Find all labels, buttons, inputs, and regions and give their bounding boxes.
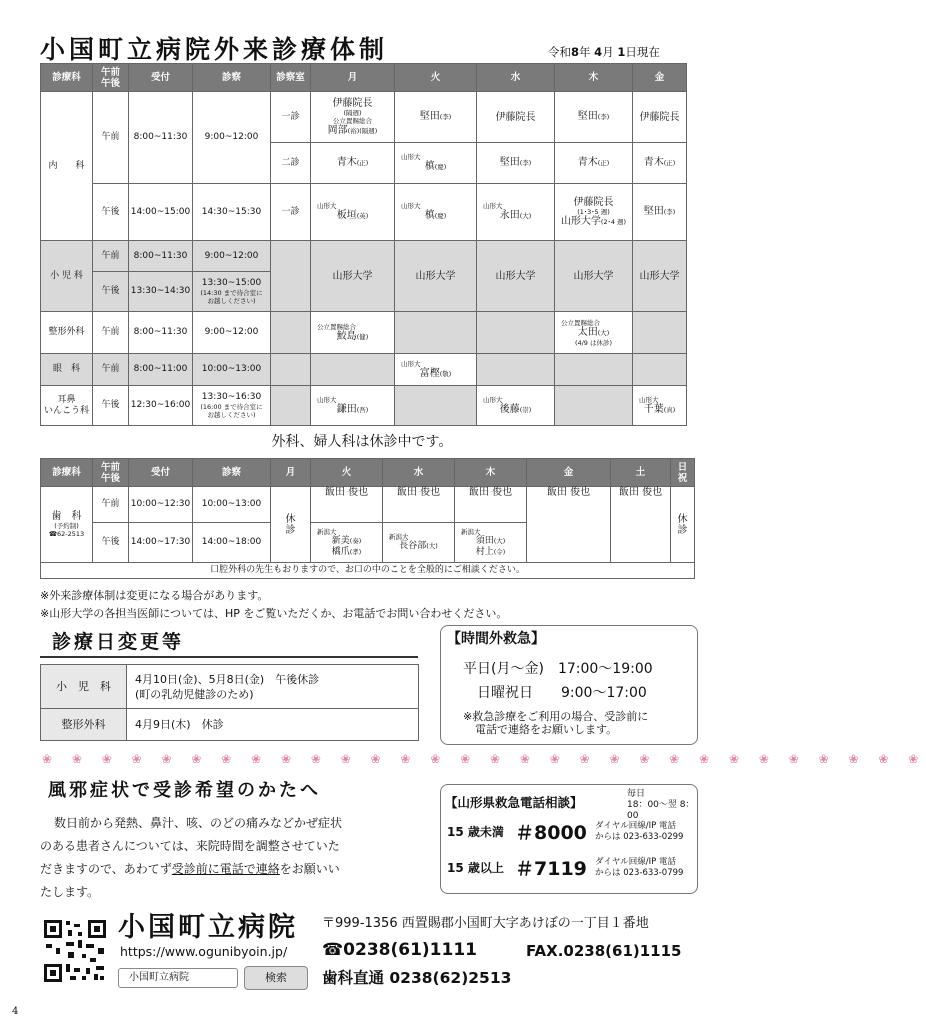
reception-cell: 12:30~16:00 <box>129 386 193 426</box>
schedule-change-section <box>40 627 420 741</box>
room-cell <box>271 312 311 354</box>
schedule-cell: 堅田(李) <box>395 92 477 143</box>
col-header: 診察室 <box>271 64 311 92</box>
schedule-cell: 伊藤院長 <box>633 92 687 143</box>
under15-number: ＃8000 <box>515 822 587 844</box>
col-header: 火 <box>395 64 477 92</box>
dental-footer-note: 口腔外科の先生もおりますので、お口の中のことを全般的にご相談ください。 <box>41 563 695 579</box>
col-header: 火 <box>311 459 383 487</box>
emergency-consult-box <box>440 784 698 894</box>
reception-cell: 8:00~11:30 <box>129 92 193 184</box>
exam-cell: 13:30~16:30 (16:00 まで待合室に お越しください) <box>193 386 271 426</box>
after-hours-title: 【時間外救急】 <box>447 631 545 647</box>
outpatient-schedule-table <box>40 63 687 426</box>
qr-code <box>42 918 108 984</box>
schedule-cell: 山形大 槙(慶) <box>395 143 477 184</box>
over15-number: ＃7119 <box>515 858 587 880</box>
schedule-cell <box>555 354 633 386</box>
schedule-cell: 山形大学 <box>477 241 555 312</box>
schedule-cell: 飯田 俊也 <box>611 487 671 563</box>
schedule-cell: 公立置賜総合 鮫島(健) <box>311 312 395 354</box>
schedule-cell: 山形大 鎌田(吾) <box>311 386 395 426</box>
schedule-cell <box>477 354 555 386</box>
after-hours-note: ※救急診療をご利用の場合、受診前に 電話で連絡をお願いします。 <box>463 710 649 736</box>
cold-symptoms-text: 数日前から発熱、鼻汁、咳、のどの痛みなどかぜ症状 のある患者さんについては、来院時間を調整させていた だきますので、あわてず受診前に電話で連絡をお願いい たします。 <box>40 816 343 899</box>
exam-cell: 14:00~18:00 <box>193 523 271 563</box>
schedule-cell: 堅田(李) <box>633 184 687 241</box>
schedule-cell <box>633 354 687 386</box>
change-text: 4月10日(金)、5月8日(金) 午後休診 (町の乳幼児健診のため) <box>127 665 419 709</box>
dept-ent: 耳鼻 いんこう科 <box>41 386 93 426</box>
schedule-cell <box>395 386 477 426</box>
note-line: ※山形大学の各担当医師については、HP をご覧いただくか、お電話でお問い合わせください。 <box>40 607 508 620</box>
dept-pediatrics: 小 児 科 <box>41 241 93 312</box>
table-row <box>41 665 419 709</box>
hospital-address: 〒999-1356 西置賜郡小国町大字あけぼの一丁目１番地 <box>322 916 649 931</box>
as-of-date: 令和8年 4月 1日現在 <box>548 45 660 59</box>
dept-ophthalmology: 眼 科 <box>41 354 93 386</box>
reception-cell: 8:00~11:00 <box>129 354 193 386</box>
exam-cell: 9:00~12:00 <box>193 241 271 272</box>
reception-cell: 8:00~11:30 <box>129 241 193 272</box>
col-header: 木 <box>455 459 527 487</box>
table-row <box>41 241 687 272</box>
change-text: 4月9日(木) 休診 <box>127 709 419 741</box>
ampm-cell: 午後 <box>93 184 129 241</box>
ampm-cell: 午前 <box>93 354 129 386</box>
reception-cell: 8:00~11:30 <box>129 312 193 354</box>
schedule-cell <box>395 312 477 354</box>
schedule-cell: 青木(正) <box>555 143 633 184</box>
schedule-cell: 新潟大 須田(大) 村上(令) <box>455 523 527 563</box>
col-header: 月 <box>271 459 311 487</box>
schedule-cell: 堅田(李) <box>477 143 555 184</box>
col-header: 診察 <box>193 64 271 92</box>
change-dept: 小 児 科 <box>41 665 127 709</box>
emergency-consult-title: 【山形県救急電話相談】 <box>445 795 583 810</box>
reception-cell: 10:00~12:30 <box>129 487 193 523</box>
schedule-cell: 休 診 <box>671 487 695 563</box>
schedule-cell: 伊藤院長 (1･3･5 週) 山形大学(2･4 週) <box>555 184 633 241</box>
schedule-cell: 公立置賜総合 太田(大) (4/9 は休診) <box>555 312 633 354</box>
col-header: 午前 午後 <box>93 64 129 92</box>
ampm-cell: 午後 <box>93 523 129 563</box>
page-number: 4 <box>12 1006 19 1017</box>
table-row <box>41 184 687 241</box>
hospital-tel: ☎0238(61)1111 <box>322 940 478 960</box>
schedule-cell <box>633 312 687 354</box>
schedule-cell: 山形大 槙(慶) <box>395 184 477 241</box>
schedule-cell: 山形大学 <box>555 241 633 312</box>
page-title: 小国町立病院外来診療体制 <box>40 35 389 64</box>
col-header: 月 <box>311 64 395 92</box>
schedule-cell: 山形大学 <box>633 241 687 312</box>
col-header: 診察 <box>193 459 271 487</box>
exam-cell: 14:30~15:30 <box>193 184 271 241</box>
col-header: 日 祝 <box>671 459 695 487</box>
schedule-cell: 山形大 後藤(崇) <box>477 386 555 426</box>
schedule-cell <box>555 386 633 426</box>
schedule-cell: 飯田 俊也 <box>527 487 611 563</box>
schedule-cell: 飯田 俊也 <box>383 487 455 523</box>
col-header: 金 <box>527 459 611 487</box>
schedule-cell <box>477 312 555 354</box>
hospital-name: 小国町立病院 <box>118 912 298 943</box>
col-header: 受付 <box>129 64 193 92</box>
holiday-hours: 日曜祝日 9:00～17:00 <box>477 685 647 701</box>
search-input[interactable]: 小国町立病院 <box>118 968 238 988</box>
room-cell: 二診 <box>271 143 311 184</box>
col-header: 水 <box>383 459 455 487</box>
search-button[interactable]: 検索 <box>244 966 308 990</box>
schedule-cell: 新潟大 新美(奏) 橋爪(孝) <box>311 523 383 563</box>
schedule-cell <box>311 354 395 386</box>
under15-label: 15 歳未満 <box>447 825 504 839</box>
col-header: 診療科 <box>41 64 93 92</box>
exam-cell: 9:00~12:00 <box>193 92 271 184</box>
col-header: 水 <box>477 64 555 92</box>
schedule-change-table <box>40 664 419 741</box>
table-header-row <box>41 64 687 92</box>
hospital-url[interactable]: https://www.ogunibyoin.jp/ <box>120 944 288 959</box>
ampm-cell: 午前 <box>93 92 129 184</box>
schedule-cell: 山形大学 <box>395 241 477 312</box>
after-hours-box <box>440 625 698 745</box>
ampm-cell: 午前 <box>93 487 129 523</box>
change-dept: 整形外科 <box>41 709 127 741</box>
ampm-cell: 午前 <box>93 312 129 354</box>
table-row <box>41 312 687 354</box>
table-header-row <box>41 459 695 487</box>
over15-label: 15 歳以上 <box>447 861 504 875</box>
room-cell <box>271 386 311 426</box>
schedule-cell: 青木(正) <box>633 143 687 184</box>
col-header: 土 <box>611 459 671 487</box>
weekday-hours: 平日(月～金) 17:00～19:00 <box>463 661 653 677</box>
ampm-cell: 午前 <box>93 241 129 272</box>
table-row <box>41 354 687 386</box>
dept-internal-medicine: 内 科 <box>41 92 93 241</box>
cold-symptoms-title: 風邪症状で受診希望のかたへ <box>48 780 321 801</box>
exam-cell: 13:30~15:00 (14:30 まで待合室に お越しください) <box>193 272 271 312</box>
reception-cell: 14:00~17:30 <box>129 523 193 563</box>
table-row <box>41 563 695 579</box>
closed-departments-note: 外科、婦人科は休診中です。 <box>271 434 453 450</box>
schedule-cell: 飯田 俊也 <box>455 487 527 523</box>
room-cell: 一診 <box>271 184 311 241</box>
section-title: 診療日変更等 <box>52 631 185 653</box>
dept-dentistry: 歯 科 (予約制) ☎62-2513 <box>41 487 93 563</box>
schedule-cell: 青木(正) <box>311 143 395 184</box>
note-line: ※外来診療体制は変更になる場合があります。 <box>40 589 269 602</box>
exam-cell: 9:00~12:00 <box>193 312 271 354</box>
schedule-cell: 山形大 千葉(真) <box>633 386 687 426</box>
under15-note: ダイヤル回線/IP 電話 からは 023-633-0299 <box>595 821 684 842</box>
schedule-cell: 山形大学 <box>311 241 395 312</box>
col-header: 受付 <box>129 459 193 487</box>
dept-orthopedics: 整形外科 <box>41 312 93 354</box>
dental-direct-tel: 歯科直通 0238(62)2513 <box>322 969 512 987</box>
consult-hours: 毎日 18：00～翌 8：00 <box>627 789 695 821</box>
schedule-cell: 休 診 <box>271 487 311 563</box>
dental-schedule-table <box>40 458 695 579</box>
room-cell: 一診 <box>271 92 311 143</box>
col-header: 診療科 <box>41 459 93 487</box>
exam-cell: 10:00~13:00 <box>193 487 271 523</box>
schedule-cell: 新潟大 長谷部(大) <box>383 523 455 563</box>
flower-decoration: ❀ ❀ ❀ ❀ ❀ ❀ ❀ ❀ ❀ ❀ ❀ ❀ ❀ ❀ ❀ ❀ ❀ ❀ ❀ ❀ ❀ ❀ ❀ ❀ ❀ ❀ ❀ ❀ ❀ ❀ <box>42 752 926 766</box>
reception-cell: 13:30~14:30 <box>129 272 193 312</box>
room-cell <box>271 241 311 312</box>
col-header: 午前 午後 <box>93 459 129 487</box>
reception-cell: 14:00~15:00 <box>129 184 193 241</box>
schedule-cell: 山形大 富樫(敬) <box>395 354 477 386</box>
ampm-cell: 午後 <box>93 272 129 312</box>
table-row <box>41 487 695 523</box>
schedule-cell: 堅田(李) <box>555 92 633 143</box>
over15-note: ダイヤル回線/IP 電話 からは 023-633-0799 <box>595 857 684 878</box>
table-row <box>41 92 687 143</box>
schedule-cell: 伊藤院長 <box>477 92 555 143</box>
table-row <box>41 386 687 426</box>
hospital-fax: FAX.0238(61)1115 <box>526 942 682 960</box>
col-header: 金 <box>633 64 687 92</box>
ampm-cell: 午後 <box>93 386 129 426</box>
table-row <box>41 709 419 741</box>
schedule-cell: 山形大 永田(大) <box>477 184 555 241</box>
room-cell <box>271 354 311 386</box>
schedule-cell: 飯田 俊也 <box>311 487 383 523</box>
schedule-cell: 伊藤院長 (隔週) 公立置賜総合 岡部(裕)(隔週) <box>311 92 395 143</box>
col-header: 木 <box>555 64 633 92</box>
exam-cell: 10:00~13:00 <box>193 354 271 386</box>
schedule-cell: 山形大 板垣(英) <box>311 184 395 241</box>
